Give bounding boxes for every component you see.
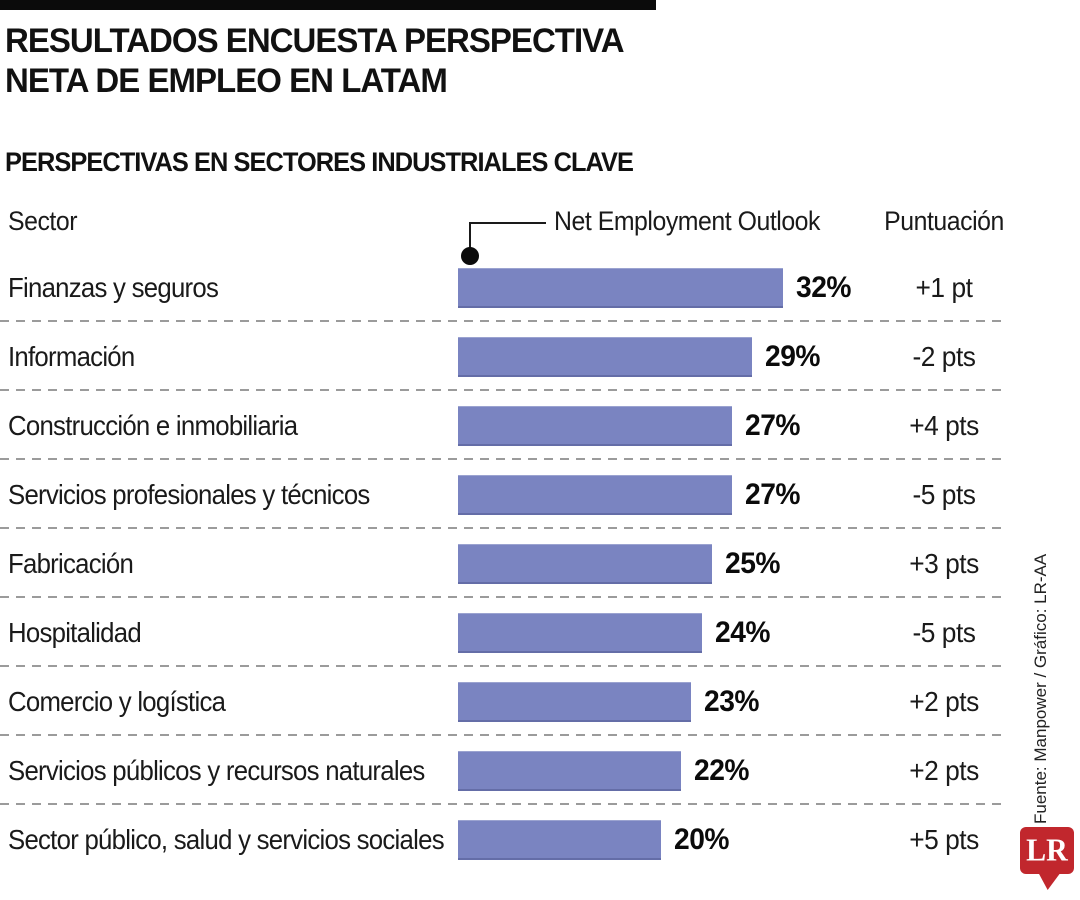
outlook-bar [458,613,702,653]
score-label: +4 pts [909,410,979,441]
row-separator [0,320,1005,322]
row-separator [0,596,1005,598]
sector-label: Servicios públicos y recursos naturales [8,755,425,786]
row-separator [0,734,1005,736]
row-separator [0,665,1005,667]
column-header-sector: Sector [8,206,78,236]
outlook-bar [458,820,661,860]
sector-label: Fabricación [8,548,134,579]
sector-label: Comercio y logística [8,686,226,717]
top-accent-bar [0,0,656,10]
outlook-value-label: 25% [725,547,781,580]
score-label: -5 pts [912,617,976,648]
sector-label: Construcción e inmobiliaria [8,410,298,441]
column-header-outlook: Net Employment Outlook [554,206,820,236]
outlook-bar [458,268,783,308]
score-label: -5 pts [912,479,976,510]
outlook-value-label: 32% [796,271,852,304]
chart-subtitle: PERSPECTIVAS EN SECTORES INDUSTRIALES CLAVE [5,147,634,177]
score-label: +3 pts [909,548,979,579]
row-separator [0,458,1005,460]
callout-line-horizontal [470,222,546,224]
chart-row [0,337,1080,377]
outlook-bar [458,475,732,515]
sector-label: Hospitalidad [8,617,141,648]
lr-logo-tail [1038,872,1061,890]
score-label: -2 pts [912,341,976,372]
chart-row [0,613,1080,653]
score-label: +5 pts [909,824,979,855]
outlook-value-label: 20% [674,823,730,856]
row-separator [0,389,1005,391]
outlook-value-label: 23% [704,685,760,718]
outlook-bar [458,406,732,446]
outlook-value-label: 27% [745,478,801,511]
column-header-score: Puntuación [884,206,1004,236]
outlook-value-label: 24% [715,616,771,649]
outlook-bar [458,337,752,377]
chart-row [0,751,1080,791]
chart-row [0,475,1080,515]
row-separator [0,803,1005,805]
source-credit: Fuente: Manpower / Gráfico: LR-AA [1031,553,1050,824]
outlook-bar [458,751,681,791]
callout-dot-icon [461,247,479,265]
chart-row [0,820,1080,860]
chart-row [0,406,1080,446]
chart-row [0,268,1080,308]
outlook-bar [458,682,691,722]
outlook-value-label: 27% [745,409,801,442]
score-label: +1 pt [915,272,973,303]
outlook-bar [458,544,712,584]
page-title-line1: RESULTADOS ENCUESTA PERSPECTIVA [5,22,624,60]
lr-logo [1020,827,1074,874]
page-title-line2: NETA DE EMPLEO EN LATAM [5,62,447,100]
sector-label: Información [8,341,135,372]
chart-row [0,544,1080,584]
page-title [5,21,684,101]
row-separator [0,527,1005,529]
score-label: +2 pts [909,686,979,717]
callout-line-vertical [469,222,471,250]
outlook-value-label: 22% [694,754,750,787]
sector-label: Servicios profesionales y técnicos [8,479,370,510]
score-label: +2 pts [909,755,979,786]
lr-logo-text: LR [1026,832,1068,868]
sector-label: Sector público, salud y servicios sociales [8,824,444,855]
chart-row [0,682,1080,722]
sector-label: Finanzas y seguros [8,272,219,303]
outlook-value-label: 29% [765,340,821,373]
